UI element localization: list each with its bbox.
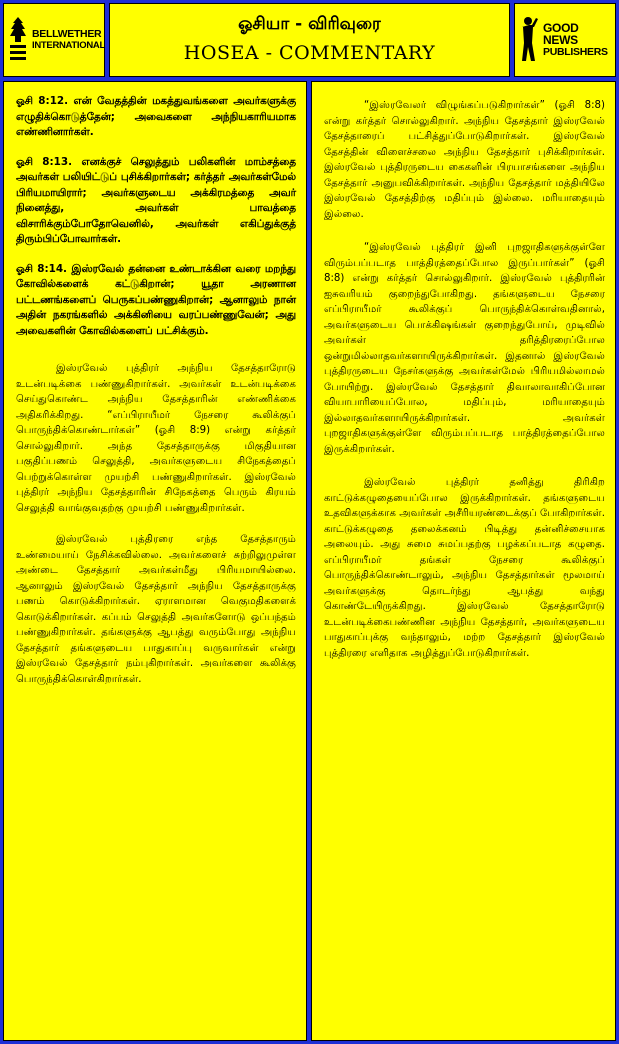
page-title-box (109, 3, 510, 77)
commentary-paragraph: “இஸ்ரவேலர் விழுங்கப்படுகிறார்கள்” (ஓசி 8:8) என்று கர்த்தர் சொல்லுகிறார். அந்நிய தேசத்தார் இஸ்ரவேல் தேசத்தாரைப் பட்சித்துப்போடுகிறார்கள். இஸ்ரவேல் தேசத்தின் விளைச்சலை அந்நிய தேசத்தார் புசிக்கிறார்கள். இஸ்ரவேல் புத்திரருடைய கைகளின் பிரயாசங்களை அந்நிய தேசத்தார் அனுபவிக்கிறார்கள். அந்நிய தேசத்தார் மத்தியிலே இஸ்ரவேல் தேசத்திற்கு மதிப்பும் இல்லை. மரியாதையும் இல்லை. (324, 100, 605, 220)
bellwether-logo (3, 3, 105, 77)
page-title-english: HOSEA - COMMENTARY (183, 42, 436, 64)
commentary-paragraph: இஸ்ரவேல் புத்திரர் தனித்து திரிகிற காட்டுக்கழுதையைப்போல இருக்கிறார்கள். தங்களுடைய உதவிகளுக்காக அவர்கள் அசீரியரண்டைக்குப் போகிறார்கள். காட்டுக்கழுதை தலைக்கனம் பிடித்து தன்னிச்சையாக அலையும். அது சுமை சுமப்பதற்கு பழக்கப்படாத கழுதை. எப்பிராயீமர் தங்கள் நேசரை கூலிக்குப் பொருந்திக்கொண்டாலும், அந்நிய தேசத்தார்கள் மூலமாய் அவர்களுக்கு தொடர்ந்து ஆபத்து வந்து கொண்டேயிருக்கிறது. இஸ்ரவேல் தேசத்தாரோடு உடன்படிக்கைபண்ணின அந்நிய தேசத்தார், அவர்களுடைய பாதுகாப்புக்கு வந்தாலும், மற்ற தேசத்தார் இஸ்ரவேல் புத்திரரை எளிதாக அழித்துப்போடுகிறார்கள். (324, 477, 605, 659)
good-news-logo (514, 3, 616, 77)
left-logo-line1: BELLWETHER (32, 28, 102, 40)
page-title-tamil: ஓசியா - விரிவுரை (238, 14, 381, 34)
verse-8-12: ஓசி 8:12. என் வேதத்தின் மகத்துவங்களை அவர்களுக்கு எழுதிக்கொடுத்தேன்; அவைகளை அந்நியகாரியமாக எண்ணினார்கள். (16, 95, 296, 138)
commentary-paragraph: இஸ்ரவேல் புத்திரரை எந்த தேசத்தாரும் உண்மையாய் நேசிக்கவில்லை. அவர்களைச் சுற்றிலுமுள்ள அண்டை தேசத்தார் அவர்கள்மீது பிரியமாயில்லை. ஆனாலும் இஸ்ரவேல் தேசத்தார் அந்நிய தேசத்தாருக்கு பணம் கொடுக்கிறார்கள். ஏராளமான வெகுமதிகளைக் கொடுக்கிறார்கள். கப்பம் செலுத்தி அவர்களோடு ஒப்பந்தம் பண்ணுகிறார்கள். தங்களுக்கு ஆபத்து வரும்போது அந்நிய தேசத்தார் தங்களுடைய பாதுகாப்பு வருவார்கள் என்று இஸ்ரவேல் தேசத்தார் நம்புகிறார்கள். அவர்களை கூலிக்கு பொருந்திக்கொள்கிறார்கள். (16, 534, 296, 685)
verse-8-13: ஓசி 8:13. எனக்குச் செலுத்தும் பலிகளின் மாம்சத்தை அவர்கள் பலியிட்டுப் புசிக்கிறார்கள்; கர்த்தர் அவர்கள்மேல் பிரியமாயிரார்; அவர்களுடைய அக்கிரமத்தை அவர் நினைத்து, அவர்கள் பாவத்தை விசாரிக்கும்போதோவெனில், அவர்கள் எகிப்துக்குத் திரும்பிப்போவார்கள். (16, 155, 296, 245)
right-logo-line2: PUBLISHERS (543, 46, 608, 58)
left-column (3, 81, 307, 1041)
commentary-paragraph: “இஸ்ரவேல் புத்திரர் இனி புறஜாதிகளுக்குள்ளே விரும்பப்படாத பாத்திரத்தைப்போல இருப்பார்கள்” (ஓசி 8:8) என்று கர்த்தர் சொல்லுகிறார். இஸ்ரவேல் புத்திரரின் ஐசுவரியம் குறைந்துபோகிறது. தங்களுடைய நேசரை எப்பிராயீமர் கூலிக்குப் பொருந்திக்கொள்வதினால், அவர்களுடைய பொக்கிஷங்கள் குறைந்துபோய், முடிவில் அவர்கள் தரித்திரரைப்போல ஒன்றுமில்லாதவர்களாயிருக்கிறார்கள். இதனால் இஸ்ரவேல் புத்திரருடைய நேசர்களுக்கு அவர்கள்மேல் பிரியமில்லாமல் போயிற்று. இஸ்ரவேல் தேசத்தார் திவாலாவாகிப்போன வியாபாரியைப்போல, மதிப்பும், மரியாதையும் இல்லாதவர்களாயிருக்கிறார்கள். அவர்கள் புறஜாதிகளுக்குள்ளே விரும்பப்படாத பாத்திரத்தைப்போல இருக்கிறார்கள். (324, 242, 605, 455)
left-logo-line2: INTERNATIONAL (32, 40, 105, 51)
right-logo-line1: GOOD NEWS (543, 21, 579, 47)
verse-8-14: ஓசி 8:14. இஸ்ரவேல் தன்னை உண்டாக்கின வரை மறந்து கோவில்களைக் கட்டுகிறான்; யூதா அரணான பட்டணங்களைப் பெருகப்பண்ணுகிறான்; ஆனாலும் நான் அதின் நகரங்களில் அக்கினியை வரப்பண்ணுவேன்; அது அவைகளின் கோவில்களைப் பட்சிக்கும். (16, 262, 296, 337)
bellwether-ram-icon (7, 15, 29, 65)
right-column (311, 81, 616, 1041)
commentary-paragraph: இஸ்ரவேல் புத்திரர் அந்நிய தேசத்தாரோடு உடன்படிக்கை பண்ணுகிறார்கள். அவர்கள் உடன்படிக்கை செய்துகொண்ட அந்நிய தேசத்தாரின் எண்ணிக்கை அதிகரிக்கிறது. “எப்பிராயீமர் நேசரை கூலிக்குப் பொருந்திக்கொண்டார்கள்” (ஓசி 8:9) என்று கர்த்தர் சொல்லுகிறார். அந்த தேசத்தாருக்கு மிகுதியான பகுதிப்பணம் செலுத்தி, அவர்களுடைய சிநேகத்தைப் பெற்றுக்கொள்ள முயற்சி பண்ணுகிறார்கள். இஸ்ரவேல் புத்திரர் அந்நிய தேசத்தாரின் சிநேகத்தை பெரும் கிரயம் செலுத்தி வாங்குவதற்கு முயற்சி பண்ணுகிறார்கள். (16, 363, 296, 514)
good-news-figure-icon (518, 15, 540, 65)
